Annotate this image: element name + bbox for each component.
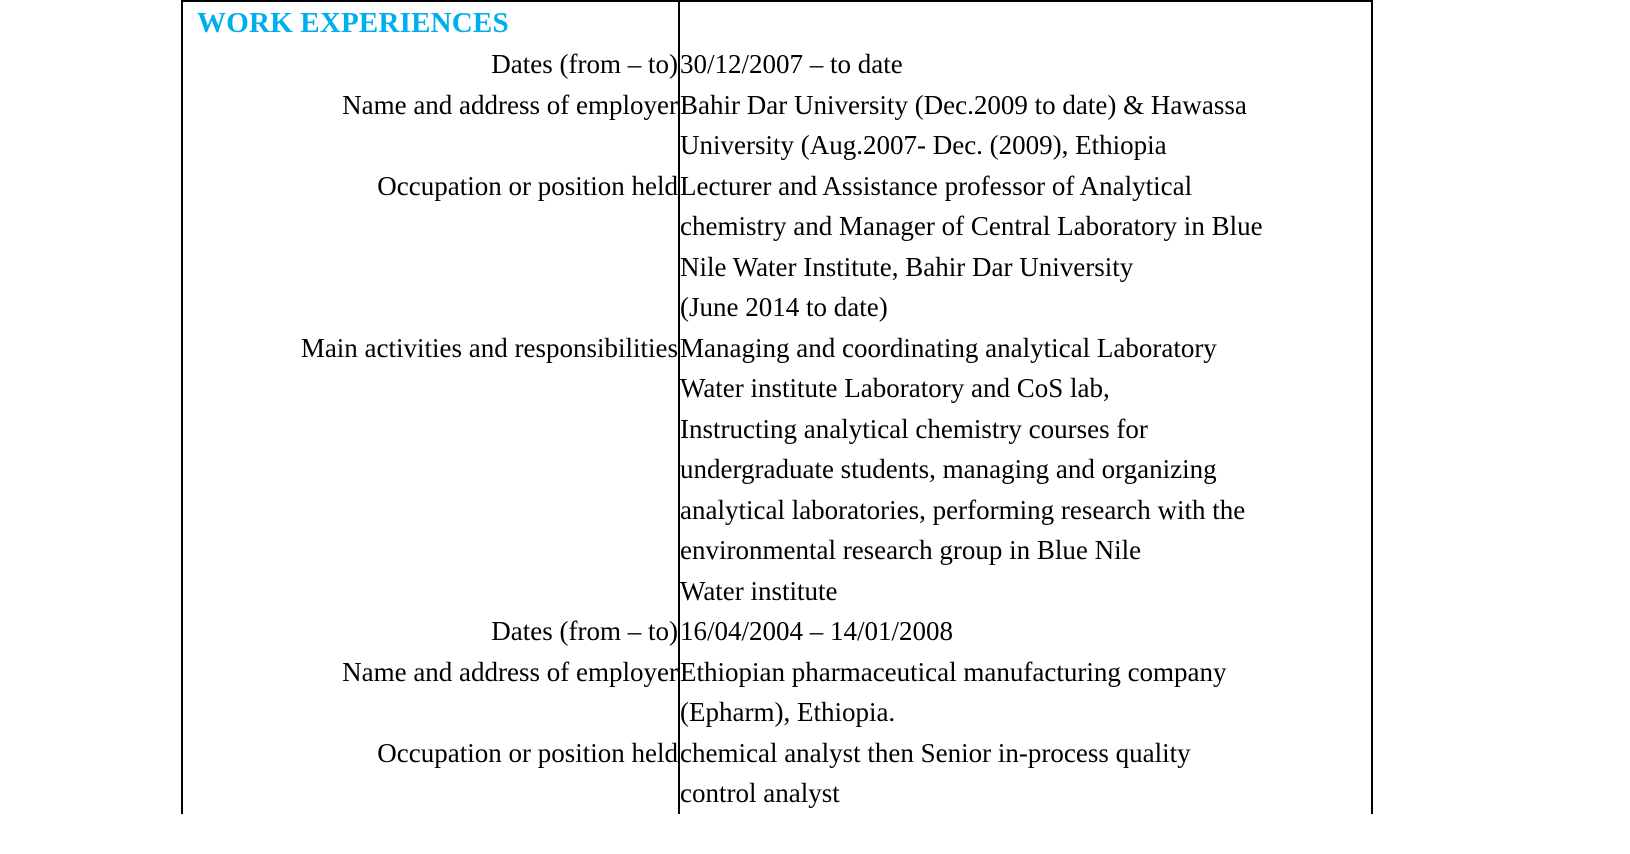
value-line: chemistry and Manager of Central Laboratory in Blue: [680, 211, 1263, 241]
row-label: Name and address of employer: [182, 85, 679, 166]
row-value: [679, 166, 1372, 328]
row-label: Occupation or position held: [182, 733, 679, 814]
value-line: chemical analyst then Senior in-process quality: [680, 737, 1191, 768]
row-label: Dates (from – to): [182, 44, 679, 85]
section-heading-cell: [182, 1, 679, 44]
table-row: [182, 652, 1372, 733]
row-value: [679, 85, 1372, 166]
table-row-section-heading: [182, 1, 1372, 44]
section-title: WORK EXPERIENCES: [197, 7, 509, 39]
row-label: Dates (from – to): [182, 611, 679, 652]
value-line: Ethiopian pharmaceutical manufacturing company: [680, 656, 1227, 687]
value-line: (June 2014 to date): [680, 292, 888, 322]
value-line: Water institute Laboratory and CoS lab,: [680, 373, 1110, 403]
value-line: Instructing analytical chemistry courses for: [680, 413, 1148, 444]
value-line: 16/04/2004 – 14/01/2008: [680, 616, 954, 646]
row-label: Occupation or position held: [182, 166, 679, 328]
value-line: Lecturer and Assistance professor of Analytical: [680, 170, 1193, 201]
row-value: [679, 328, 1372, 612]
row-value: [679, 611, 1372, 652]
value-line: 30/12/2007 – to date: [680, 49, 903, 79]
value-line: (Epharm), Ethiopia.: [680, 697, 896, 727]
row-value: [679, 44, 1372, 85]
value-line: Water institute: [680, 575, 838, 606]
row-label: Name and address of employer: [182, 652, 679, 733]
value-line: undergraduate students, managing and organizing: [680, 454, 1217, 484]
value-line: analytical laboratories, performing research with the: [680, 494, 1246, 525]
value-line: Nile Water Institute, Bahir Dar University: [680, 251, 1134, 282]
section-heading-value-cell: [679, 1, 1372, 44]
row-value: [679, 652, 1372, 733]
table-row: [182, 44, 1372, 85]
table-body: [182, 0, 1372, 814]
value-line: control analyst: [680, 778, 840, 808]
table-row: [182, 328, 1372, 612]
row-label: Main activities and responsibilities: [182, 328, 679, 612]
table-row: [182, 733, 1372, 814]
table-row: [182, 166, 1372, 328]
value-line: Managing and coordinating analytical Laboratory: [680, 332, 1217, 363]
table-row: [182, 611, 1372, 652]
value-line: University (Aug.2007- Dec. (2009), Ethiopia: [680, 130, 1167, 160]
value-line: Bahir Dar University (Dec.2009 to date) & Hawassa: [680, 89, 1247, 120]
table-row: [182, 85, 1372, 166]
value-line: environmental research group in Blue Nile: [680, 535, 1142, 565]
work-experience-table: [181, 0, 1373, 814]
row-value: [679, 733, 1372, 814]
